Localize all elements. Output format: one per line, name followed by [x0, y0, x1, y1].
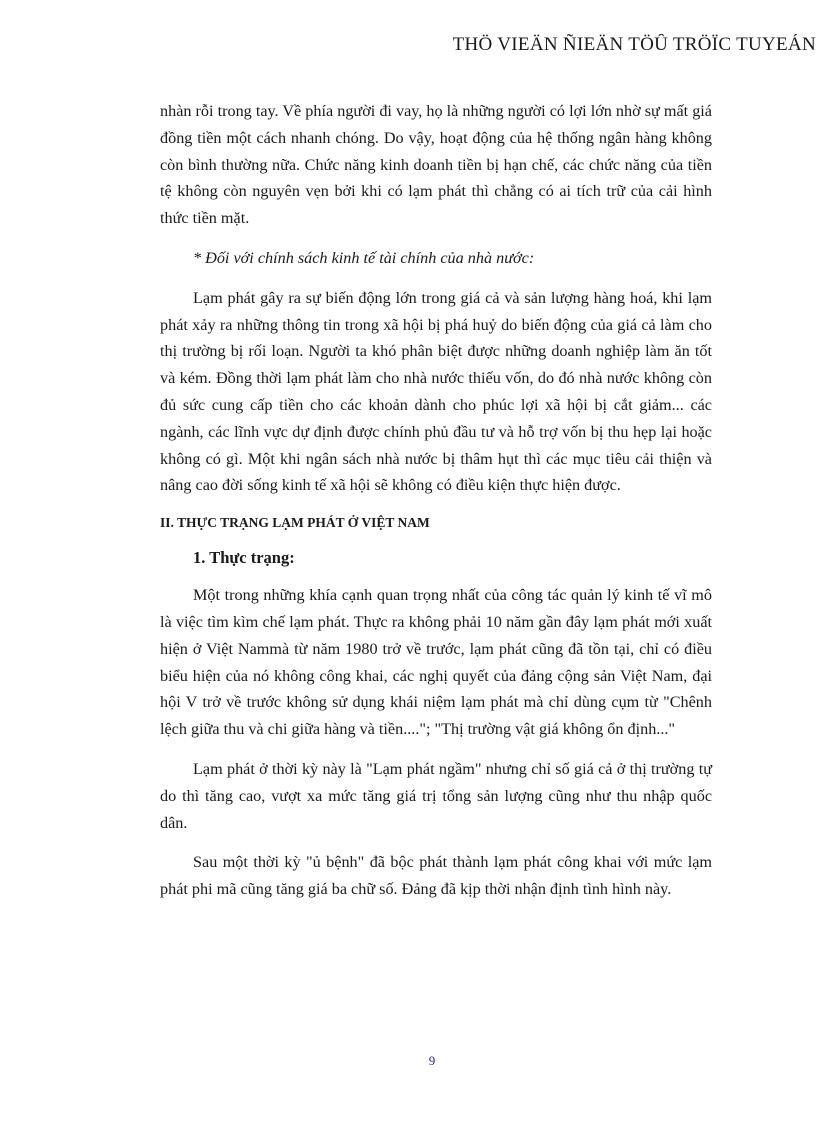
paragraph-policy-heading: * Đối với chính sách kinh tế tài chính của nhà nước:: [193, 248, 535, 267]
sub-heading: 1. Thực trạng:: [193, 548, 295, 568]
paragraph-3: Một trong những khía cạnh quan trọng nhất của công tác quản lý kinh tế vĩ mô là việc tìm kìm chế lạm phát. Thực ra không phải 10 năm gần đây lạm phát mới xuất hiện ở Việt Nammà từ năm 1980 trở về trước, lạm phát cũng đã tồn tại, chỉ có điều biểu hiện của nó không công khai, các nghị quyết của đảng cộng sản Việt Nam, đại hội V trở về trước không sử dụng khái niệm lạm phát mà chỉ dùng cụm từ "Chênh lệch giữa thu và chi giữa hàng và tiền...."; "Thị trường vật giá không ổn định...": [160, 586, 712, 739]
running-header: [0, 34, 816, 64]
paragraph-2: Lạm phát gây ra sự biến động lớn trong giá cả và sản lượng hàng hoá, khi lạm phát xảy ra những thông tin trong xã hội bị phá huỷ do biến động của giá cả làm cho thị trường bị rối loạn. Người ta khó phân biệt được những doanh nghiệp làm ăn tốt và kém. Đồng thời lạm phát làm cho nhà nước thiếu vốn, do đó nhà nước không còn đủ sức cung cấp tiền cho các khoản dành cho phúc lợi xã hội bị cắt giảm... các ngành, các lĩnh vực dự định được chính phủ đầu tư và hỗ trợ vốn bị thu hẹp lại hoặc không có gì. Một khi ngân sách nhà nước bị thâm hụt thì các mục tiêu cải thiện và nâng cao đời sống kinh tế xã hội sẽ không có điều kiện thực hiện được.: [160, 288, 712, 495]
section-heading: II. THỰC TRẠNG LẠM PHÁT Ở VIỆT NAM: [160, 515, 430, 531]
page-number: 9: [428, 1053, 436, 1068]
paragraph-5: Sau một thời kỳ "ủ bệnh" đã bộc phát thành lạm phát công khai với mức lạm phát phi mã cũng tăng giá ba chữ số. Đảng đã kịp thời nhận định tình hình này.: [160, 853, 712, 899]
paragraph-1: nhàn rỗi trong tay. Về phía người đi vay, họ là những người có lợi lớn nhờ sự mất giá đồng tiền một cách nhanh chóng. Do vậy, hoạt động của hệ thống ngân hàng không còn bình thường nữa. Chức năng kinh doanh tiền bị hạn chế, các chức năng của tiền tệ không còn nguyên vẹn bởi khi có lạm phát thì chẳng có ai tích trữ của cải hình thức tiền mặt.: [160, 102, 712, 228]
paragraph-4: Lạm phát ở thời kỳ này là "Lạm phát ngầm" nhưng chỉ số giá cả ở thị trường tự do thì tăng cao, vượt xa mức tăng giá trị tổng sản lượng cũng như thu nhập quốc dân.: [160, 759, 712, 832]
document-body: [160, 98, 712, 916]
running-header-title: THÖ VIEÄN ÑIEÄN TÖÛ TRÖÏC TUYEÁN: [452, 34, 816, 55]
